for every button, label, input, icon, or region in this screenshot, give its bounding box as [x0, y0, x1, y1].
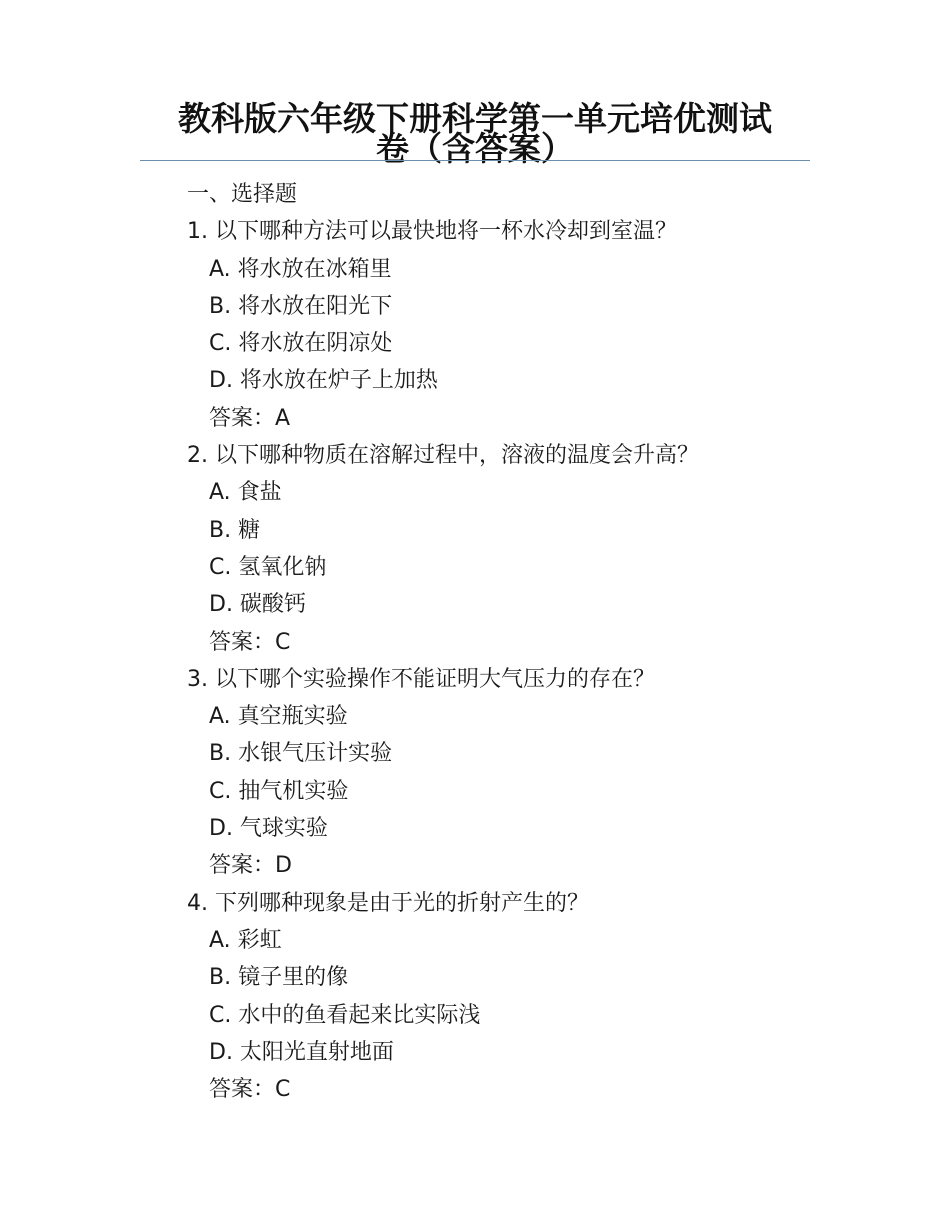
- option-c: C. 将水放在阴凉处: [209, 331, 393, 357]
- option-c: C. 抽气机实验: [209, 778, 349, 804]
- answer-value: C: [275, 1077, 291, 1103]
- question-block: [187, 885, 827, 1109]
- answer-label: 答案：: [209, 405, 276, 431]
- question-block: [187, 437, 827, 661]
- option-d: D. 将水放在炉子上加热: [209, 368, 438, 394]
- option-b: B. 糖: [209, 517, 261, 543]
- document-title: [140, 99, 810, 168]
- option-d: D. 太阳光直射地面: [209, 1039, 394, 1065]
- question-text: 3. 以下哪个实验操作不能证明大气压力的存在？: [187, 666, 655, 692]
- option-d: D. 碳酸钙: [209, 592, 306, 618]
- answer-line: [187, 400, 827, 437]
- answer-value: D: [275, 853, 292, 879]
- option-b: B. 镜子里的像: [209, 965, 349, 991]
- question-block: [187, 213, 827, 437]
- title-line-1: 教科版六年级下册科学第一单元培优测试: [178, 99, 772, 138]
- answer-label: 答案：: [209, 1077, 276, 1103]
- answer-line: [187, 624, 827, 661]
- option-b: B. 水银气压计实验: [209, 741, 393, 767]
- question-text: 4. 下列哪种现象是由于光的折射产生的？: [187, 890, 589, 916]
- answer-line: [187, 1071, 827, 1108]
- section-heading: 一、选择题: [187, 182, 298, 207]
- answer-value: A: [275, 405, 291, 431]
- question-text: 2. 以下哪种物质在溶解过程中，溶液的温度会升高？: [187, 443, 699, 469]
- answer-label: 答案：: [209, 629, 276, 655]
- question-text: 1. 以下哪种方法可以最快地将一杯水冷却到室温？: [187, 219, 677, 245]
- answer-value: C: [275, 629, 291, 655]
- option-a: A. 真空瓶实验: [209, 704, 348, 730]
- option-c: C. 氢氧化钠: [209, 554, 327, 580]
- title-divider: [140, 160, 810, 161]
- option-a: A. 彩虹: [209, 927, 282, 953]
- option-a: A. 食盐: [209, 480, 282, 506]
- option-d: D. 气球实验: [209, 816, 328, 842]
- option-c: C. 水中的鱼看起来比实际浅: [209, 1002, 481, 1028]
- answer-label: 答案：: [209, 853, 276, 879]
- question-list: [187, 176, 827, 1108]
- answer-line: [187, 847, 827, 884]
- option-a: A. 将水放在冰箱里: [209, 256, 392, 282]
- question-block: [187, 661, 827, 885]
- option-b: B. 将水放在阳光下: [209, 293, 393, 319]
- title-line-2: 卷（含答案）: [376, 129, 574, 168]
